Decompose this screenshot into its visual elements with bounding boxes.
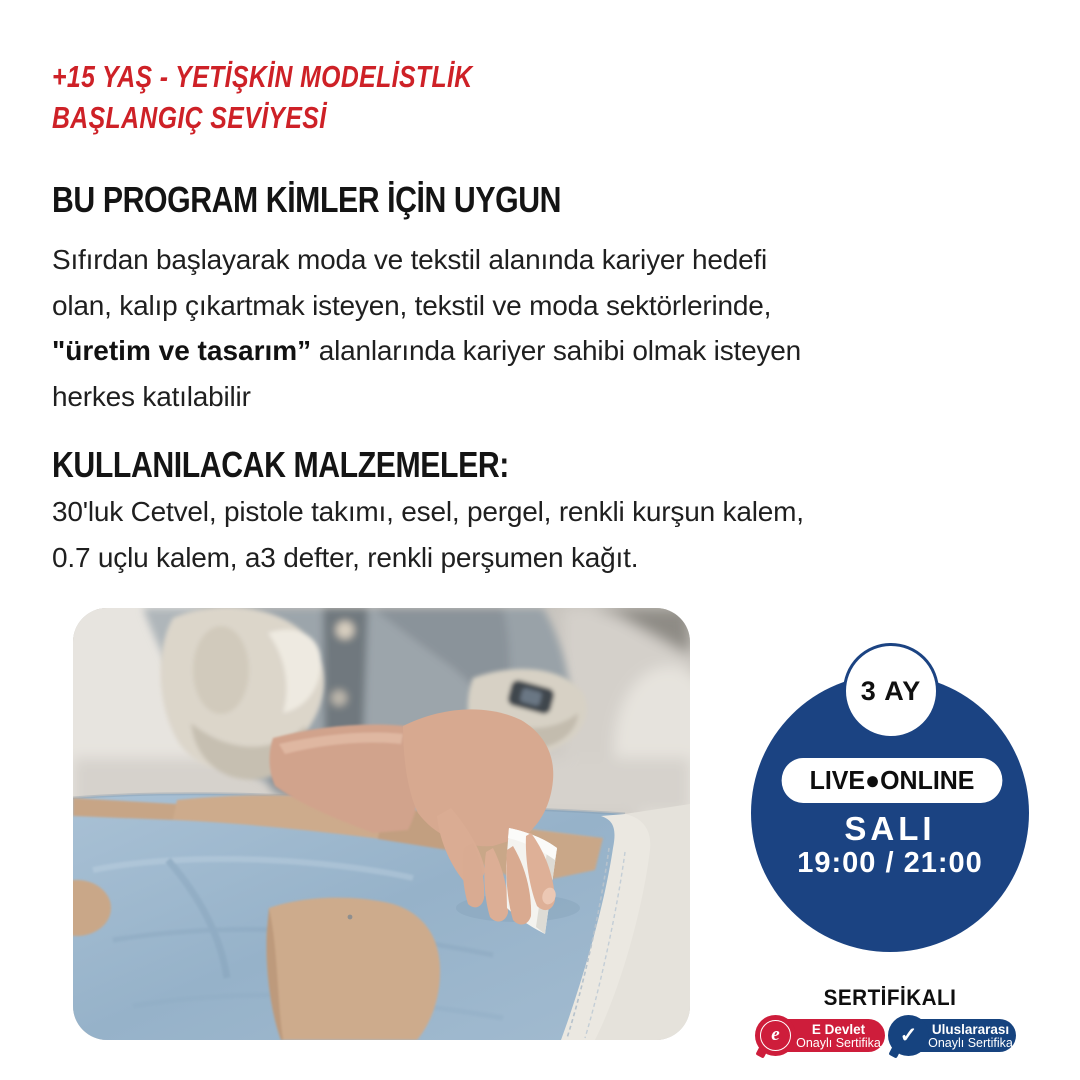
- international-badge-text: [929, 1019, 1012, 1052]
- international-certificate-badge: [891, 1019, 1016, 1052]
- bold-phrase: "üretim ve tasarım”: [52, 335, 312, 366]
- duration-badge: 3 AY: [843, 643, 939, 739]
- materials-line1: 30'luk Cetvel, pistole takımı, esel, pergel, renkli kurşun kalem,: [52, 496, 804, 527]
- certification-heading: SERTİFİKALI: [823, 985, 957, 1010]
- edevlet-e-glyph: e: [771, 1024, 780, 1045]
- materials-line2: 0.7 uçlu kalem, a3 defter, renkli perşumen kağıt.: [52, 541, 639, 573]
- badge-subtitle: Onaylı Sertifika: [928, 1035, 1013, 1050]
- edevlet-badge-text: [796, 1019, 881, 1052]
- schedule-day: SALI: [844, 810, 936, 847]
- edevlet-logo-icon: [755, 1015, 796, 1056]
- check-glyph: ✓: [899, 1024, 918, 1047]
- badge-title: Uluslararası: [931, 1021, 1010, 1037]
- live-online-pill: LIVE●ONLINE: [782, 758, 1003, 803]
- materials-heading: KULLANILACAK MALZEMELER:: [52, 444, 509, 485]
- badge-subtitle: Onaylı Sertifika: [796, 1035, 881, 1050]
- edevlet-certificate-badge: [758, 1019, 885, 1052]
- badge-tail: [888, 1046, 900, 1058]
- program-description-line1: Sıfırdan başlayarak moda ve tekstil alanında kariyer hedefi: [52, 244, 768, 275]
- program-description-line4: herkes katılabilir: [52, 380, 251, 412]
- course-title-line2: BAŞLANGIÇ SEVİYESİ: [52, 100, 327, 135]
- schedule-time: 19:00 / 21:00: [797, 847, 983, 879]
- course-title: [52, 56, 473, 138]
- line3-rest: alanlarında kariyer sahibi olmak isteyen: [311, 335, 801, 366]
- program-description: [52, 237, 801, 419]
- materials-list: [52, 489, 804, 580]
- program-description-line2: olan, kalıp çıkartmak isteyen, tekstil ve moda sektörlerinde,: [52, 289, 772, 321]
- badge-title: E Devlet: [811, 1021, 866, 1037]
- course-photo: [73, 608, 690, 1040]
- program-description-line3: [52, 328, 801, 374]
- program-heading: BU PROGRAM KİMLER İÇİN UYGUN: [52, 179, 562, 220]
- course-title-line1: +15 YAŞ - YETİŞKİN MODELİSTLİK: [52, 59, 473, 94]
- check-icon: [888, 1015, 929, 1056]
